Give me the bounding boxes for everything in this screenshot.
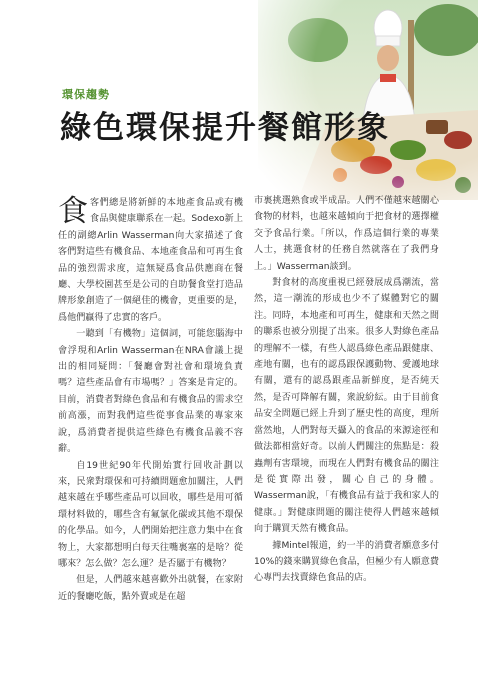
section-kicker: 環保趨勢 — [62, 88, 110, 101]
paragraph-text: 客們總是將新鮮的本地產食品或有機食品與健康聯系在一起。Sodexo新上任的副總Arlin Wasserman向大家描述了食客們對這些有機食品、本地產食品和可再生食品的強烈需求度，這無疑爲食品供應商在餐廳、大學校園甚至是公司的自助餐食堂打造品牌形象創造了一個絕佳的機會，更重要的是，爲他們贏得了忠實的客戶。 — [58, 198, 243, 323]
paragraph: 市裏挑選熟食或半成品。人們不僅越來越關心食物的材料，也越來越傾向于把食材的選擇權交予食品行業。「所以，作爲這個行業的專業人士，挑選食材的任務自然就落在了我們身上。」Wasserman談到。 — [254, 196, 439, 272]
article-column-right — [254, 193, 439, 587]
paragraph: 據Mintel報道，約一半的消費者願意多付10%的錢來購買綠色食品，但極少有人願意費心專門去找賣綠色食品的店。 — [254, 540, 439, 584]
article-column-left — [58, 195, 243, 605]
paragraph — [58, 195, 243, 326]
paragraph: 一聽到「有機物」這個詞，可能您腦海中會浮現和Arlin Wasserman在NRA會議上提出的相同疑問：「餐廳會對社會和環境負責嗎？這些產品會有市場嗎？」答案是肯定的。目前，消費者對綠色食品和有機食品的需求空前高漲，而對我們這些從事食品業的專家來說，爲消費者提供這些綠色有機食品義不容辭。 — [58, 329, 243, 455]
chef-buffet-photo — [258, 0, 478, 200]
paragraph: 對食材的高度重視已經發展成爲潮流，當然，這一潮流的形成也少不了媒體對它的關注。同時，本地產和可再生，健康和天然之間的聯系也被分別提了出來。很多人對綠色產品的理解不一樣，有些人認爲綠色產品跟健康、產地有關，也有的認爲跟保護動物、愛護地球有關，還有的認爲跟產品新鮮度，是否純天然，是否可降解有關，衆說紛紜。由于目前食品安全問題已經上升到了歷史性的高度，理所當然地，人們對每天攝入的食品的來源途徑和做法都相當好奇。以前人們關注的焦點是：殺蟲劑有害環境，而現在人們對有機食品的關注是從實際出發，關心自己的身體。Wasserman說，「有機食品有益于我和家人的健康。」對健康問題的關注使得人們越來越傾向于購買天然有機食品。 — [254, 278, 439, 535]
drop-cap: 食 — [58, 194, 88, 229]
article-title: 綠色環保提升餐館形象 — [60, 110, 390, 146]
paragraph: 但是，人們越來越喜歡外出就餐，在家附近的餐廳吃飯，點外賣或是在超 — [58, 575, 243, 602]
paragraph: 自19世紀90年代開始實行回收計劃以來，民衆對環保和可持續問題愈加關注，人們越來越在乎哪些產品可以回收，哪些是用可循環材料做的，哪些含有氟氯化碳或其他不環保的化學品。如今，人們開始把注意力集中在食物上，大家都想明白每天往嘴裏塞的是啥？從哪來？怎么做？怎么運？是否屬于有機物？ — [58, 460, 243, 569]
page-footer — [0, 674, 478, 680]
